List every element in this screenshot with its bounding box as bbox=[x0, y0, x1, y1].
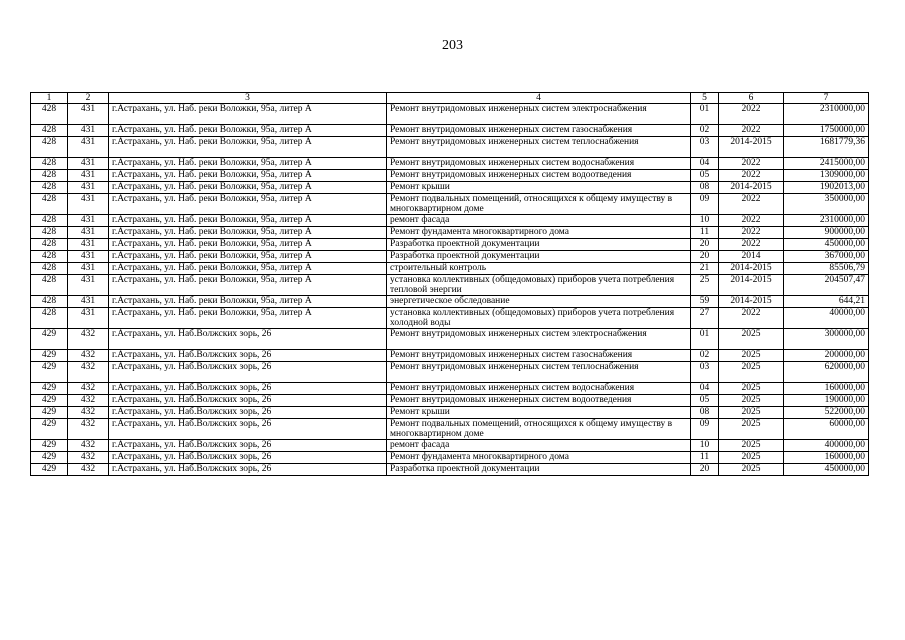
work-type-cell: Ремонт подвальных помещений, относящихся к общему имуществу в многоквартирном доме bbox=[387, 419, 691, 440]
house-number-cell: 431 bbox=[68, 125, 109, 137]
work-type-cell: Ремонт фундамента многоквартирного дома bbox=[387, 227, 691, 239]
house-number-cell: 431 bbox=[68, 263, 109, 275]
work-type-cell: Ремонт внутридомовых инженерных систем водоснабжения bbox=[387, 383, 691, 395]
period-cell: 2014-2015 bbox=[719, 296, 784, 308]
row-number-cell: 428 bbox=[31, 227, 68, 239]
address-cell: г.Астрахань, ул. Наб.Волжских зорь, 26 bbox=[109, 395, 387, 407]
table-row bbox=[31, 170, 869, 182]
table-row bbox=[31, 350, 869, 362]
row-number-cell: 428 bbox=[31, 182, 68, 194]
address-cell: г.Астрахань, ул. Наб. реки Воложки, 95а, литер А bbox=[109, 239, 387, 251]
period-cell: 2022 bbox=[719, 170, 784, 182]
column-header: 3 bbox=[109, 93, 387, 104]
period-cell: 2022 bbox=[719, 239, 784, 251]
cost-cell: 1681779,36 bbox=[784, 137, 869, 158]
header-row bbox=[31, 93, 869, 104]
house-number-cell: 432 bbox=[68, 440, 109, 452]
period-cell: 2022 bbox=[719, 125, 784, 137]
cost-cell: 450000,00 bbox=[784, 239, 869, 251]
address-cell: г.Астрахань, ул. Наб.Волжских зорь, 26 bbox=[109, 362, 387, 383]
house-number-cell: 431 bbox=[68, 251, 109, 263]
work-code-cell: 09 bbox=[691, 419, 719, 440]
period-cell: 2014-2015 bbox=[719, 182, 784, 194]
table-row bbox=[31, 125, 869, 137]
cost-cell: 160000,00 bbox=[784, 383, 869, 395]
cost-cell: 522000,00 bbox=[784, 407, 869, 419]
cost-cell: 300000,00 bbox=[784, 329, 869, 350]
house-number-cell: 431 bbox=[68, 137, 109, 158]
column-header: 4 bbox=[387, 93, 691, 104]
period-cell: 2025 bbox=[719, 383, 784, 395]
address-cell: г.Астрахань, ул. Наб. реки Воложки, 95а, литер А bbox=[109, 158, 387, 170]
address-cell: г.Астрахань, ул. Наб. реки Воложки, 95а, литер А bbox=[109, 308, 387, 329]
address-cell: г.Астрахань, ул. Наб.Волжских зорь, 26 bbox=[109, 440, 387, 452]
works-table bbox=[30, 92, 869, 476]
row-number-cell: 429 bbox=[31, 362, 68, 383]
work-code-cell: 09 bbox=[691, 194, 719, 215]
row-number-cell: 428 bbox=[31, 308, 68, 329]
work-type-cell: Ремонт внутридомовых инженерных систем водоснабжения bbox=[387, 158, 691, 170]
house-number-cell: 431 bbox=[68, 182, 109, 194]
work-code-cell: 20 bbox=[691, 239, 719, 251]
table-row bbox=[31, 158, 869, 170]
table-row bbox=[31, 296, 869, 308]
work-code-cell: 11 bbox=[691, 452, 719, 464]
work-type-cell: строительный контроль bbox=[387, 263, 691, 275]
row-number-cell: 428 bbox=[31, 170, 68, 182]
work-type-cell: энергетическое обследование bbox=[387, 296, 691, 308]
period-cell: 2014-2015 bbox=[719, 275, 784, 296]
table-row bbox=[31, 308, 869, 329]
work-type-cell: Ремонт внутридомовых инженерных систем газоснабжения bbox=[387, 350, 691, 362]
table-body bbox=[31, 104, 869, 476]
table-row bbox=[31, 440, 869, 452]
row-number-cell: 428 bbox=[31, 158, 68, 170]
table-row bbox=[31, 464, 869, 476]
cost-cell: 1309000,00 bbox=[784, 170, 869, 182]
address-cell: г.Астрахань, ул. Наб. реки Воложки, 95а, литер А bbox=[109, 275, 387, 296]
row-number-cell: 429 bbox=[31, 383, 68, 395]
address-cell: г.Астрахань, ул. Наб.Волжских зорь, 26 bbox=[109, 419, 387, 440]
house-number-cell: 431 bbox=[68, 275, 109, 296]
row-number-cell: 429 bbox=[31, 419, 68, 440]
house-number-cell: 431 bbox=[68, 104, 109, 125]
column-header: 6 bbox=[719, 93, 784, 104]
work-code-cell: 03 bbox=[691, 362, 719, 383]
row-number-cell: 428 bbox=[31, 275, 68, 296]
row-number-cell: 428 bbox=[31, 194, 68, 215]
work-code-cell: 05 bbox=[691, 395, 719, 407]
table-row bbox=[31, 215, 869, 227]
work-code-cell: 05 bbox=[691, 170, 719, 182]
work-code-cell: 04 bbox=[691, 158, 719, 170]
house-number-cell: 432 bbox=[68, 452, 109, 464]
column-header: 1 bbox=[31, 93, 68, 104]
work-code-cell: 20 bbox=[691, 464, 719, 476]
address-cell: г.Астрахань, ул. Наб.Волжских зорь, 26 bbox=[109, 464, 387, 476]
table-row bbox=[31, 137, 869, 158]
address-cell: г.Астрахань, ул. Наб. реки Воложки, 95а, литер А bbox=[109, 263, 387, 275]
house-number-cell: 431 bbox=[68, 215, 109, 227]
cost-cell: 1750000,00 bbox=[784, 125, 869, 137]
address-cell: г.Астрахань, ул. Наб. реки Воложки, 95а, литер А bbox=[109, 251, 387, 263]
column-header: 5 bbox=[691, 93, 719, 104]
house-number-cell: 431 bbox=[68, 158, 109, 170]
row-number-cell: 428 bbox=[31, 296, 68, 308]
work-type-cell: Ремонт внутридомовых инженерных систем теплоснабжения bbox=[387, 137, 691, 158]
table-row bbox=[31, 104, 869, 125]
house-number-cell: 431 bbox=[68, 194, 109, 215]
period-cell: 2014 bbox=[719, 251, 784, 263]
work-code-cell: 20 bbox=[691, 251, 719, 263]
row-number-cell: 429 bbox=[31, 464, 68, 476]
address-cell: г.Астрахань, ул. Наб.Волжских зорь, 26 bbox=[109, 452, 387, 464]
work-type-cell: Разработка проектной документации bbox=[387, 464, 691, 476]
period-cell: 2022 bbox=[719, 227, 784, 239]
house-number-cell: 432 bbox=[68, 329, 109, 350]
house-number-cell: 432 bbox=[68, 407, 109, 419]
table-row bbox=[31, 263, 869, 275]
period-cell: 2022 bbox=[719, 308, 784, 329]
work-code-cell: 21 bbox=[691, 263, 719, 275]
row-number-cell: 428 bbox=[31, 251, 68, 263]
table-row bbox=[31, 275, 869, 296]
cost-cell: 620000,00 bbox=[784, 362, 869, 383]
work-code-cell: 10 bbox=[691, 215, 719, 227]
work-type-cell: ремонт фасада bbox=[387, 440, 691, 452]
work-code-cell: 02 bbox=[691, 125, 719, 137]
house-number-cell: 431 bbox=[68, 308, 109, 329]
address-cell: г.Астрахань, ул. Наб. реки Воложки, 95а, литер А bbox=[109, 182, 387, 194]
row-number-cell: 428 bbox=[31, 215, 68, 227]
house-number-cell: 432 bbox=[68, 395, 109, 407]
row-number-cell: 429 bbox=[31, 350, 68, 362]
work-type-cell: Ремонт фундамента многоквартирного дома bbox=[387, 452, 691, 464]
address-cell: г.Астрахань, ул. Наб. реки Воложки, 95а, литер А bbox=[109, 170, 387, 182]
table-row bbox=[31, 329, 869, 350]
work-type-cell: Ремонт крыши bbox=[387, 182, 691, 194]
table-row bbox=[31, 452, 869, 464]
table-row bbox=[31, 395, 869, 407]
table-row bbox=[31, 251, 869, 263]
work-type-cell: установка коллективных (общедомовых) приборов учета потребления холодной воды bbox=[387, 308, 691, 329]
work-code-cell: 08 bbox=[691, 407, 719, 419]
table-row bbox=[31, 407, 869, 419]
address-cell: г.Астрахань, ул. Наб.Волжских зорь, 26 bbox=[109, 383, 387, 395]
work-code-cell: 27 bbox=[691, 308, 719, 329]
work-code-cell: 10 bbox=[691, 440, 719, 452]
work-type-cell: ремонт фасада bbox=[387, 215, 691, 227]
table-row bbox=[31, 419, 869, 440]
period-cell: 2025 bbox=[719, 440, 784, 452]
period-cell: 2022 bbox=[719, 215, 784, 227]
address-cell: г.Астрахань, ул. Наб. реки Воложки, 95а, литер А bbox=[109, 227, 387, 239]
period-cell: 2022 bbox=[719, 194, 784, 215]
address-cell: г.Астрахань, ул. Наб.Волжских зорь, 26 bbox=[109, 350, 387, 362]
address-cell: г.Астрахань, ул. Наб. реки Воложки, 95а, литер А bbox=[109, 104, 387, 125]
page-number: 203 bbox=[442, 38, 463, 53]
work-code-cell: 08 bbox=[691, 182, 719, 194]
work-code-cell: 04 bbox=[691, 383, 719, 395]
period-cell: 2025 bbox=[719, 464, 784, 476]
cost-cell: 2310000,00 bbox=[784, 215, 869, 227]
work-code-cell: 11 bbox=[691, 227, 719, 239]
period-cell: 2025 bbox=[719, 395, 784, 407]
cost-cell: 190000,00 bbox=[784, 395, 869, 407]
row-number-cell: 428 bbox=[31, 104, 68, 125]
table-row bbox=[31, 239, 869, 251]
address-cell: г.Астрахань, ул. Наб. реки Воложки, 95а, литер А bbox=[109, 215, 387, 227]
house-number-cell: 431 bbox=[68, 239, 109, 251]
house-number-cell: 432 bbox=[68, 419, 109, 440]
house-number-cell: 431 bbox=[68, 170, 109, 182]
address-cell: г.Астрахань, ул. Наб. реки Воложки, 95а, литер А bbox=[109, 194, 387, 215]
period-cell: 2025 bbox=[719, 329, 784, 350]
period-cell: 2025 bbox=[719, 407, 784, 419]
work-code-cell: 59 bbox=[691, 296, 719, 308]
row-number-cell: 429 bbox=[31, 407, 68, 419]
work-type-cell: установка коллективных (общедомовых) приборов учета потребления тепловой энергии bbox=[387, 275, 691, 296]
house-number-cell: 431 bbox=[68, 227, 109, 239]
work-type-cell: Ремонт внутридомовых инженерных систем теплоснабжения bbox=[387, 362, 691, 383]
period-cell: 2025 bbox=[719, 362, 784, 383]
cost-cell: 60000,00 bbox=[784, 419, 869, 440]
work-type-cell: Ремонт внутридомовых инженерных систем водоотведения bbox=[387, 395, 691, 407]
house-number-cell: 432 bbox=[68, 464, 109, 476]
cost-cell: 1902013,00 bbox=[784, 182, 869, 194]
address-cell: г.Астрахань, ул. Наб. реки Воложки, 95а, литер А bbox=[109, 137, 387, 158]
work-type-cell: Ремонт подвальных помещений, относящихся к общему имуществу в многоквартирном доме bbox=[387, 194, 691, 215]
table-row bbox=[31, 194, 869, 215]
cost-cell: 85506,79 bbox=[784, 263, 869, 275]
address-cell: г.Астрахань, ул. Наб. реки Воложки, 95а, литер А bbox=[109, 296, 387, 308]
cost-cell: 160000,00 bbox=[784, 452, 869, 464]
period-cell: 2025 bbox=[719, 350, 784, 362]
address-cell: г.Астрахань, ул. Наб.Волжских зорь, 26 bbox=[109, 407, 387, 419]
cost-cell: 900000,00 bbox=[784, 227, 869, 239]
cost-cell: 2310000,00 bbox=[784, 104, 869, 125]
work-code-cell: 25 bbox=[691, 275, 719, 296]
row-number-cell: 428 bbox=[31, 263, 68, 275]
period-cell: 2014-2015 bbox=[719, 137, 784, 158]
table-row bbox=[31, 182, 869, 194]
work-type-cell: Разработка проектной документации bbox=[387, 251, 691, 263]
work-code-cell: 03 bbox=[691, 137, 719, 158]
address-cell: г.Астрахань, ул. Наб.Волжских зорь, 26 bbox=[109, 329, 387, 350]
cost-cell: 400000,00 bbox=[784, 440, 869, 452]
table-row bbox=[31, 227, 869, 239]
house-number-cell: 432 bbox=[68, 383, 109, 395]
row-number-cell: 429 bbox=[31, 440, 68, 452]
column-header: 2 bbox=[68, 93, 109, 104]
period-cell: 2025 bbox=[719, 452, 784, 464]
work-type-cell: Ремонт крыши bbox=[387, 407, 691, 419]
period-cell: 2022 bbox=[719, 104, 784, 125]
work-code-cell: 02 bbox=[691, 350, 719, 362]
address-cell: г.Астрахань, ул. Наб. реки Воложки, 95а, литер А bbox=[109, 125, 387, 137]
row-number-cell: 428 bbox=[31, 137, 68, 158]
house-number-cell: 431 bbox=[68, 296, 109, 308]
work-type-cell: Разработка проектной документации bbox=[387, 239, 691, 251]
work-type-cell: Ремонт внутридомовых инженерных систем газоснабжения bbox=[387, 125, 691, 137]
work-code-cell: 01 bbox=[691, 329, 719, 350]
cost-cell: 450000,00 bbox=[784, 464, 869, 476]
work-type-cell: Ремонт внутридомовых инженерных систем водоотведения bbox=[387, 170, 691, 182]
table-row bbox=[31, 362, 869, 383]
row-number-cell: 429 bbox=[31, 452, 68, 464]
period-cell: 2025 bbox=[719, 419, 784, 440]
period-cell: 2022 bbox=[719, 158, 784, 170]
cost-cell: 200000,00 bbox=[784, 350, 869, 362]
house-number-cell: 432 bbox=[68, 362, 109, 383]
work-type-cell: Ремонт внутридомовых инженерных систем электроснабжения bbox=[387, 329, 691, 350]
row-number-cell: 428 bbox=[31, 239, 68, 251]
row-number-cell: 429 bbox=[31, 329, 68, 350]
table-row bbox=[31, 383, 869, 395]
house-number-cell: 432 bbox=[68, 350, 109, 362]
work-code-cell: 01 bbox=[691, 104, 719, 125]
column-header: 7 bbox=[784, 93, 869, 104]
row-number-cell: 429 bbox=[31, 395, 68, 407]
cost-cell: 204507,47 bbox=[784, 275, 869, 296]
cost-cell: 367000,00 bbox=[784, 251, 869, 263]
cost-cell: 350000,00 bbox=[784, 194, 869, 215]
work-type-cell: Ремонт внутридомовых инженерных систем электроснабжения bbox=[387, 104, 691, 125]
cost-cell: 2415000,00 bbox=[784, 158, 869, 170]
cost-cell: 644,21 bbox=[784, 296, 869, 308]
cost-cell: 40000,00 bbox=[784, 308, 869, 329]
period-cell: 2014-2015 bbox=[719, 263, 784, 275]
row-number-cell: 428 bbox=[31, 125, 68, 137]
